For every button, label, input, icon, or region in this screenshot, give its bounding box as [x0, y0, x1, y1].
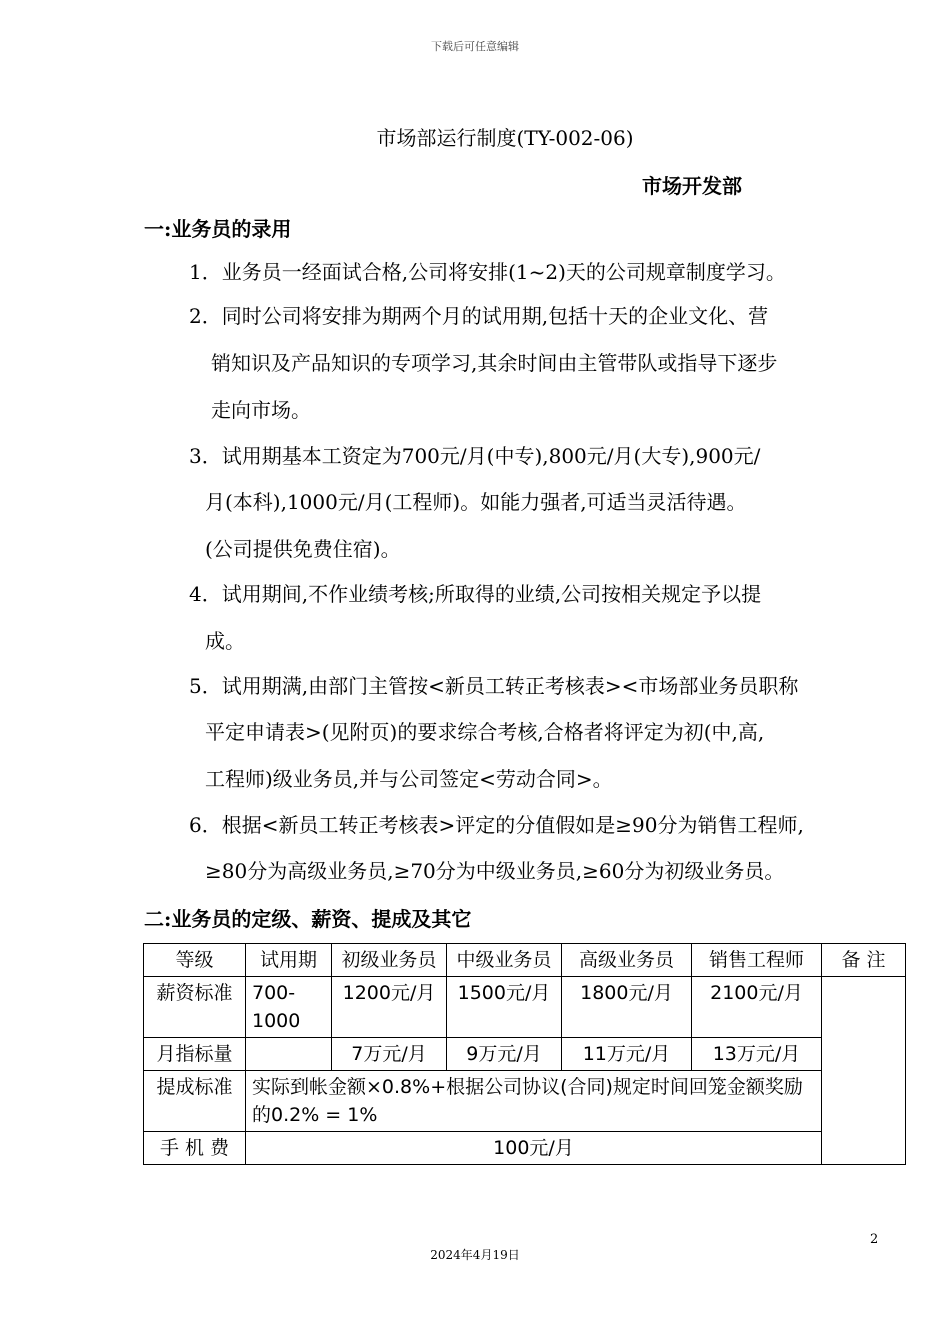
table-cell [246, 1038, 332, 1071]
grading-table [143, 943, 906, 1165]
header-cell: 初级业务员 [332, 944, 447, 977]
paragraph-line: 成。 [205, 629, 245, 653]
table-cell: 11万元/月 [562, 1038, 692, 1071]
header-cell: 备 注 [822, 944, 906, 977]
table-cell: 7万元/月 [332, 1038, 447, 1071]
remarks-cell [822, 977, 906, 1165]
table-row [144, 1038, 906, 1071]
table-cell: 13万元/月 [692, 1038, 822, 1071]
paragraph-line: 平定申请表>(见附页)的要求综合考核,合格者将评定为初(中,高, [205, 720, 765, 744]
paragraph-line: ≥80分为高级业务员,≥70分为中级业务员,≥60分为初级业务员。 [205, 859, 785, 883]
row-label: 薪资标准 [144, 977, 246, 1038]
paragraph-line: 5．试用期满,由部门主管按<新员工转正考核表><市场部业务员职称 [189, 674, 799, 698]
table-cell: 1200元/月 [332, 977, 447, 1038]
table-cell: 700-1000 [246, 977, 332, 1038]
page-number: 2 [870, 1232, 879, 1247]
row-label: 月指标量 [144, 1038, 246, 1071]
document-title: 市场部运行制度(TY-002-06) [376, 126, 634, 150]
page-header: 下载后可任意编辑 [431, 40, 519, 53]
paragraph-line: (公司提供免费住宿)。 [205, 537, 401, 561]
table-cell: 1500元/月 [447, 977, 562, 1038]
section-heading-grading: 二:业务员的定级、薪资、提成及其它 [144, 907, 472, 931]
paragraph-line: 6．根据<新员工转正考核表>评定的分值假如是≥90分为销售工程师, [189, 813, 804, 837]
paragraph-line: 1．业务员一经面试合格,公司将安排(1~2)天的公司规章制度学习。 [189, 260, 786, 284]
header-cell: 中级业务员 [447, 944, 562, 977]
footer-date: 2024年4月19日 [430, 1248, 520, 1262]
paragraph-line: 4．试用期间,不作业绩考核;所取得的业绩,公司按相关规定予以提 [189, 582, 762, 606]
header-cell: 高级业务员 [562, 944, 692, 977]
table-cell: 9万元/月 [447, 1038, 562, 1071]
table-row [144, 977, 906, 1038]
header-cell: 销售工程师 [692, 944, 822, 977]
commission-cell: 实际到帐金额×0.8%+根据公司协议(合同)规定时间回笼金额奖励的0.2% = 1% [246, 1071, 822, 1132]
table-cell: 1800元/月 [562, 977, 692, 1038]
paragraph-line: 2．同时公司将安排为期两个月的试用期,包括十天的企业文化、营 [189, 304, 769, 328]
paragraph-line: 月(本科),1000元/月(工程师)。如能力强者,可适当灵活待遇。 [205, 490, 747, 514]
table-row [144, 1132, 906, 1165]
phone-fee-cell: 100元/月 [246, 1132, 822, 1165]
table-header-row [144, 944, 906, 977]
table-cell: 2100元/月 [692, 977, 822, 1038]
paragraph-line: 走向市场。 [211, 398, 311, 422]
table-row [144, 1071, 906, 1132]
row-label: 手 机 费 [144, 1132, 246, 1165]
paragraph-line: 工程师)级业务员,并与公司签定<劳动合同>。 [205, 767, 613, 791]
row-label: 提成标准 [144, 1071, 246, 1132]
paragraph-line: 3．试用期基本工资定为700元/月(中专),800元/月(大专),900元/ [189, 444, 761, 468]
header-cell: 试用期 [246, 944, 332, 977]
paragraph-line: 销知识及产品知识的专项学习,其余时间由主管带队或指导下逐步 [211, 351, 778, 375]
section-heading-hiring: 一:业务员的录用 [144, 217, 292, 241]
header-cell: 等级 [144, 944, 246, 977]
department-name: 市场开发部 [642, 174, 742, 198]
